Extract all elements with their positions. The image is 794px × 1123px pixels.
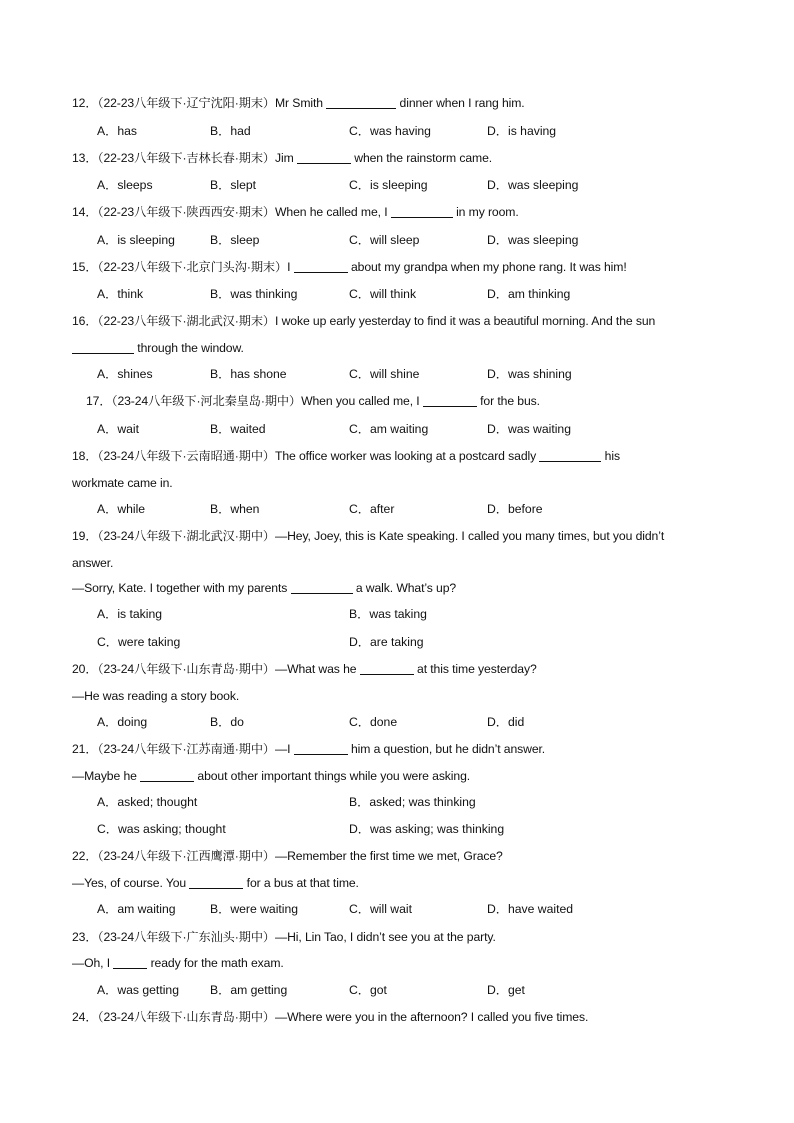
option-d: D．was shining bbox=[487, 367, 572, 381]
option-d: D．was sleeping bbox=[487, 233, 579, 247]
question-18-line-2: workmate came in. bbox=[72, 476, 173, 490]
option-b: B．when bbox=[210, 502, 260, 516]
option-a: A．while bbox=[97, 502, 146, 516]
option-a: A．wait bbox=[97, 422, 139, 436]
option-b: B．had bbox=[210, 124, 251, 138]
option-b: B．were waiting bbox=[210, 902, 299, 916]
option-a: A．was getting bbox=[97, 983, 179, 997]
question-22-line-2: —Yes, of course. You for a bus at that time. bbox=[72, 876, 359, 890]
option-b: B．am getting bbox=[210, 983, 288, 997]
option-d: D．before bbox=[487, 502, 543, 516]
question-16-line-2: through the window. bbox=[72, 340, 244, 356]
answer-blank bbox=[189, 876, 243, 889]
option-a: A．asked; thought bbox=[97, 795, 198, 809]
answer-blank bbox=[391, 205, 453, 218]
option-a: A．doing bbox=[97, 715, 148, 729]
question-20: 20．（23-24八年级下·山东青岛·期中）—What was he at this time yesterday? bbox=[72, 662, 537, 676]
question-23: 23．（23-24八年级下·广东汕头·期中）—Hi, Lin Tao, I didn’t see you at the party. bbox=[72, 930, 496, 944]
question-20-line-2: —He was reading a story book. bbox=[72, 689, 240, 703]
option-a: A．shines bbox=[97, 367, 153, 381]
option-d: D．was waiting bbox=[487, 422, 571, 436]
option-a: A．is taking bbox=[97, 607, 163, 621]
option-a: A．sleeps bbox=[97, 178, 153, 192]
option-c: C．am waiting bbox=[349, 422, 429, 436]
option-a: A．am waiting bbox=[97, 902, 176, 916]
option-c: C．done bbox=[349, 715, 398, 729]
question-22: 22．（23-24八年级下·江西鹰潭·期中）—Remember the first time we met, Grace? bbox=[72, 849, 503, 863]
question-19-line-2: answer. bbox=[72, 556, 114, 570]
option-b: B．has shone bbox=[210, 367, 287, 381]
option-b: B．waited bbox=[210, 422, 266, 436]
option-c: C．after bbox=[349, 502, 395, 516]
answer-blank bbox=[113, 956, 147, 969]
option-b: B．sleep bbox=[210, 233, 260, 247]
option-d: D．am thinking bbox=[487, 287, 571, 301]
question-23-line-2: —Oh, I ready for the math exam. bbox=[72, 956, 284, 970]
option-d: D．is having bbox=[487, 124, 557, 138]
question-24: 24．（23-24八年级下·山东青岛·期中）—Where were you in the afternoon? I called you five times. bbox=[72, 1010, 589, 1024]
option-c: C．will think bbox=[349, 287, 417, 301]
answer-blank bbox=[291, 581, 353, 594]
option-b: B．was taking bbox=[349, 607, 427, 621]
answer-blank bbox=[294, 260, 348, 273]
option-b: B．slept bbox=[210, 178, 257, 192]
option-b: B．asked; was thinking bbox=[349, 795, 476, 809]
question-15: 15．（22-23八年级下·北京门头沟·期末）I about my grandpa when my phone rang. It was him! bbox=[72, 260, 627, 274]
question-12: 12．（22-23八年级下·辽宁沈阳·期末）Mr Smith dinner when I rang him. bbox=[72, 96, 525, 110]
option-c: C．will sleep bbox=[349, 233, 420, 247]
option-d: D．are taking bbox=[349, 635, 424, 649]
option-c: C．will shine bbox=[349, 367, 420, 381]
option-c: C．were taking bbox=[97, 635, 181, 649]
question-13: 13．（22-23八年级下·吉林长春·期末）Jim when the rainstorm came. bbox=[72, 151, 493, 165]
option-c: C．was asking; thought bbox=[97, 822, 226, 836]
question-17: 17．（23-24八年级下·河北秦皇岛·期中）When you called me, I for the bus. bbox=[86, 394, 540, 408]
answer-blank bbox=[423, 394, 477, 407]
option-a: A．think bbox=[97, 287, 144, 301]
option-d: D．was asking; was thinking bbox=[349, 822, 505, 836]
question-19-line-3: —Sorry, Kate. I together with my parents a walk. What’s up? bbox=[72, 581, 457, 595]
question-21-line-2: —Maybe he about other important things while you were asking. bbox=[72, 769, 471, 783]
question-21: 21．（23-24八年级下·江苏南通·期中）—I him a question, but he didn’t answer. bbox=[72, 742, 546, 756]
option-c: C．was having bbox=[349, 124, 431, 138]
question-16: 16．（22-23八年级下·湖北武汉·期末）I woke up early yesterday to find it was a beautiful morning. And the sun bbox=[72, 314, 656, 328]
option-d: D．was sleeping bbox=[487, 178, 579, 192]
option-c: C．will wait bbox=[349, 902, 412, 916]
answer-blank bbox=[360, 662, 414, 675]
answer-blank bbox=[294, 742, 348, 755]
option-c: C．got bbox=[349, 983, 387, 997]
option-d: D．did bbox=[487, 715, 525, 729]
option-a: A．has bbox=[97, 124, 137, 138]
option-c: C．is sleeping bbox=[349, 178, 428, 192]
option-d: D．get bbox=[487, 983, 525, 997]
answer-blank bbox=[72, 341, 134, 354]
answer-blank bbox=[539, 449, 601, 462]
answer-blank bbox=[140, 769, 194, 782]
question-19: 19．（23-24八年级下·湖北武汉·期中）—Hey, Joey, this is Kate speaking. I called you many times, but you didn’t bbox=[72, 529, 665, 543]
question-18: 18．（23-24八年级下·云南昭通·期中）The office worker was looking at a postcard sadly his bbox=[72, 449, 620, 463]
option-b: B．do bbox=[210, 715, 244, 729]
option-a: A．is sleeping bbox=[97, 233, 175, 247]
option-d: D．have waited bbox=[487, 902, 574, 916]
option-b: B．was thinking bbox=[210, 287, 298, 301]
answer-blank bbox=[297, 151, 351, 164]
question-14: 14．（22-23八年级下·陕西西安·期末）When he called me, I in my room. bbox=[72, 205, 519, 219]
answer-blank bbox=[326, 96, 396, 109]
